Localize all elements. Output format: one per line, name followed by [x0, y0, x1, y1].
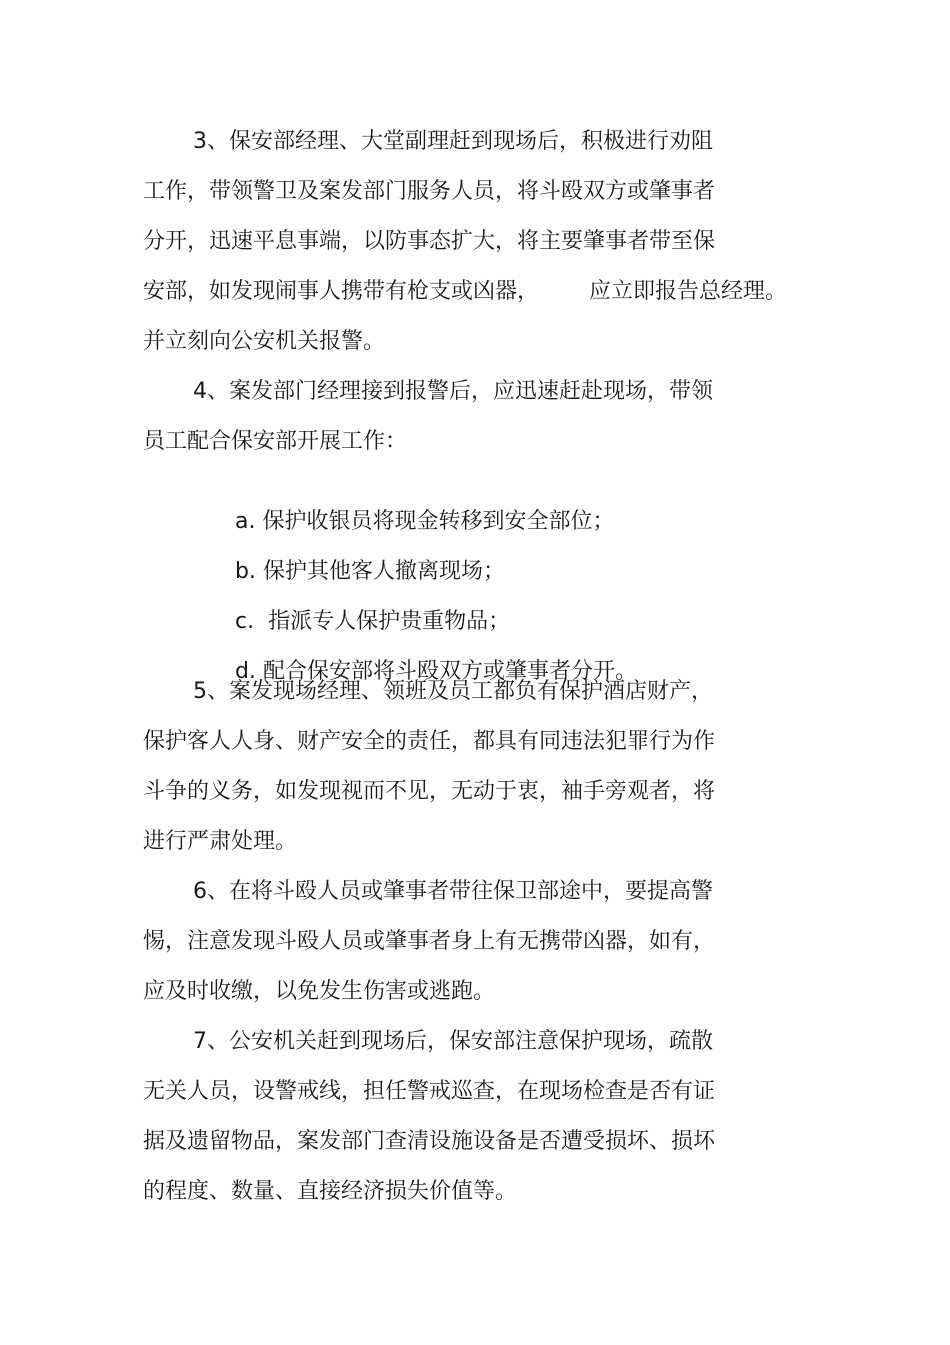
- list-item-marker: a.: [234, 509, 256, 534]
- paragraph-3-line-3: 分开，迅速平息事端，以防事态扩大，将主要肇事者带至保: [143, 229, 716, 254]
- paragraph-5-line-3: 斗争的义务，如发现视而不见，无动于衷，袖手旁观者，将: [143, 779, 716, 804]
- list-item-marker: b.: [234, 559, 256, 584]
- list-item-marker: c.: [234, 609, 255, 634]
- paragraph-4-line-1: 4、案发部门经理接到报警后，应迅速赶赴现场，带领: [193, 379, 713, 404]
- paragraph-6-line-2: 惕，注意发现斗殴人员或肇事者身上有无携带凶器，如有，: [143, 929, 716, 954]
- paragraph-3-line-4b: 应立即报告总经理。: [589, 279, 788, 304]
- list-item-text: 保护收银员将现金转移到安全部位；: [262, 509, 615, 534]
- paragraph-4-line-2: 员工配合保安部开展工作：: [143, 429, 408, 454]
- paragraph-3-line-4a: 安部，如发现闹事人携带有枪支或凶器，: [143, 279, 540, 304]
- paragraph-3-line-2: 工作，带领警卫及案发部门服务人员，将斗殴双方或肇事者: [143, 179, 716, 204]
- list-item-marker: d.: [234, 659, 256, 684]
- paragraph-5-line-2: 保护客人人身、财产安全的责任，都具有同违法犯罪行为作: [143, 729, 716, 754]
- list-item-text: 保护其他客人撤离现场；: [262, 559, 505, 584]
- paragraph-7-line-4: 的程度、数量、直接经济损失价值等。: [143, 1179, 518, 1204]
- paragraph-6-line-3: 应及时收缴，以免发生伤害或逃跑。: [143, 979, 496, 1004]
- paragraph-6-line-1: 6、在将斗殴人员或肇事者带往保卫部途中，要提高警: [193, 879, 713, 904]
- paragraph-7-line-2: 无关人员，设警戒线，担任警戒巡查，在现场检查是否有证: [143, 1079, 716, 1104]
- paragraph-5-line-4: 进行严肃处理。: [143, 829, 298, 854]
- paragraph-5-line-1: 5、案发现场经理、领班及员工都负有保护酒店财产，: [193, 679, 713, 704]
- paragraph-7-line-1: 7、公安机关赶到现场后，保安部注意保护现场，疏散: [193, 1029, 713, 1054]
- list-item-text: 指派专人保护贵重物品；: [268, 609, 511, 634]
- list-item-text: 配合保安部将斗殴双方或肇事者分开。: [262, 659, 637, 684]
- paragraph-3-line-1: 3、保安部经理、大堂副理赶到现场后，积极进行劝阻: [193, 129, 713, 154]
- paragraph-3-line-5: 并立刻向公安机关报警。: [143, 329, 386, 354]
- paragraph-7-line-3: 据及遗留物品，案发部门查清设施设备是否遭受损坏、损坏: [143, 1129, 716, 1154]
